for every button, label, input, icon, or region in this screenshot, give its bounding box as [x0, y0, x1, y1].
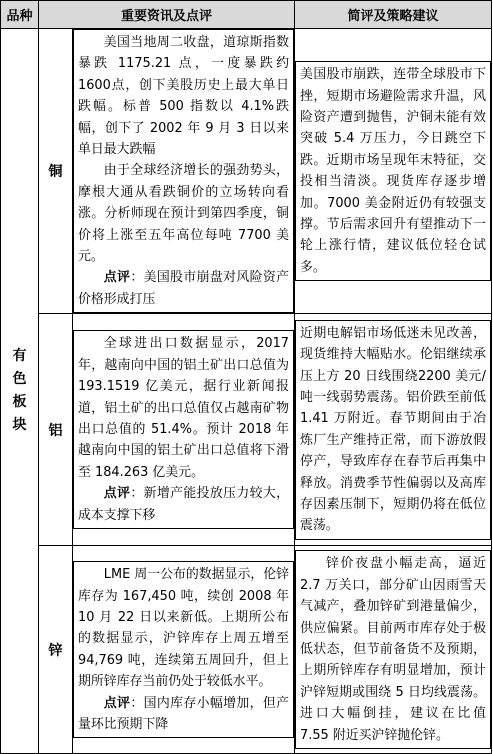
advice-aluminum	[295, 314, 492, 546]
comment-paragraph	[78, 693, 289, 736]
advice-text: 美国股市崩跌，连带全球股市下挫，短期市场避险需求升温，风险资产遭到抛售，沪铜未能有效突破 5.4 万压力，今日跳空下跌。近期市场呈现年末特征，交投相当清淡。现货库存逐步增加。7000 美金附近仍有较强支撑。节后需求回升有望推动下一轮上涨行情，建议低位轻仓试多。	[300, 67, 487, 275]
comment-text: ：国内库存小幅增加，但产量环比预期下降	[78, 695, 290, 732]
news-paragraph: 全球进出口数据显示，2017 年，越南向中国的铝土矿出口总值为193.1519 亿美元，据行业新闻报道，铝土矿的出口总值仅占越南矿物出口总值的 51.4%。预计 2018 年越南向中国的铝土矿出口总值将下滑至 184.263 亿美元。	[78, 336, 290, 480]
row-aluminum	[1, 314, 492, 546]
news-aluminum	[73, 314, 295, 546]
metal-copper: 铜	[39, 29, 73, 314]
advice-box-zinc	[295, 550, 491, 749]
news-zinc	[73, 546, 295, 754]
header-news: 重要资讯及点评	[39, 1, 295, 29]
advice-box-copper	[295, 61, 491, 281]
news-paragraph: 美国当地周二收盘，道琼斯指数暴跌 1175.21 点，一度暴跌约 1600点，创下美股历史上最大单日跌幅。标普 500 指数以 4.1%跌幅，创下了 2002 年 9 月 3 日以来单日最大跌幅	[78, 35, 290, 158]
header-row	[1, 1, 492, 29]
advice-text: 锌价夜盘小幅走高，逼近2.7 万关口，部分矿山因雨雪天气减产，叠加锌矿到港量偏少，供应偏紧。目前两市库存处于极低状态，但节前备货不及预期，上期所锌库存有明显增加，预计沪锌短期或围绕 5 日均线震荡。进口大幅倒挂，建议在比值 7.55 附近买沪锌抛伦锌。	[300, 556, 487, 743]
advice-text: 近期电解铝市场低迷未见改善，现货维持大幅贴水。伦铝继续承压上方 20 日线围绕2200 美元/吨一线弱势震荡。铝价跌至前低 1.41 万附近。春节期间由于冶炼厂生产维持正常，而下游放假停产，导致库存在春节后再集中释放。消费季节性偏弱以及高库存因素压制下，短期仍将在低位震荡。	[300, 325, 487, 534]
row-zinc	[1, 546, 492, 754]
news-copper	[73, 29, 295, 314]
comment-label: 点评	[103, 695, 131, 711]
news-box-zinc	[73, 561, 294, 738]
advice-box-aluminum	[295, 320, 491, 540]
comment-text: ：美国股市崩盘对风险资产价格形成打压	[78, 270, 290, 307]
header-variety: 品种	[1, 1, 39, 29]
metal-aluminum: 铝	[39, 314, 73, 546]
comment-paragraph	[78, 483, 289, 526]
comment-paragraph	[78, 267, 289, 310]
advice-zinc	[295, 546, 492, 754]
news-box-copper	[73, 29, 294, 313]
news-box-aluminum	[73, 330, 294, 529]
comment-text: ：新增产能投放压力较大，成本支撑下移	[78, 486, 290, 523]
comment-label: 点评	[103, 270, 131, 286]
row-copper	[1, 29, 492, 314]
news-paragraph: 由于全球经济增长的强劲势头，摩根大通从看跌铜价的立场转向看涨。分析师现在预计到第四季度，铜价将上涨至五年高位每吨 7700 美元。	[78, 163, 290, 265]
advice-copper	[295, 29, 492, 314]
category-text: 有色板块	[12, 348, 27, 434]
comment-label: 点评	[103, 486, 131, 502]
news-paragraph: LME 周一公布的数据显示，伦锌库存为 167,450 吨，续创 2008 年 10 月 22 日以来新低。上期所公布的数据显示，沪锌库存上周五增至 94,769 吨，连续第五周回升，但上期所锌库存当前仍处于较低水平。	[78, 567, 290, 690]
metal-zinc: 锌	[39, 546, 73, 754]
header-advice: 简评及策略建议	[295, 1, 492, 29]
category-label	[1, 29, 39, 754]
